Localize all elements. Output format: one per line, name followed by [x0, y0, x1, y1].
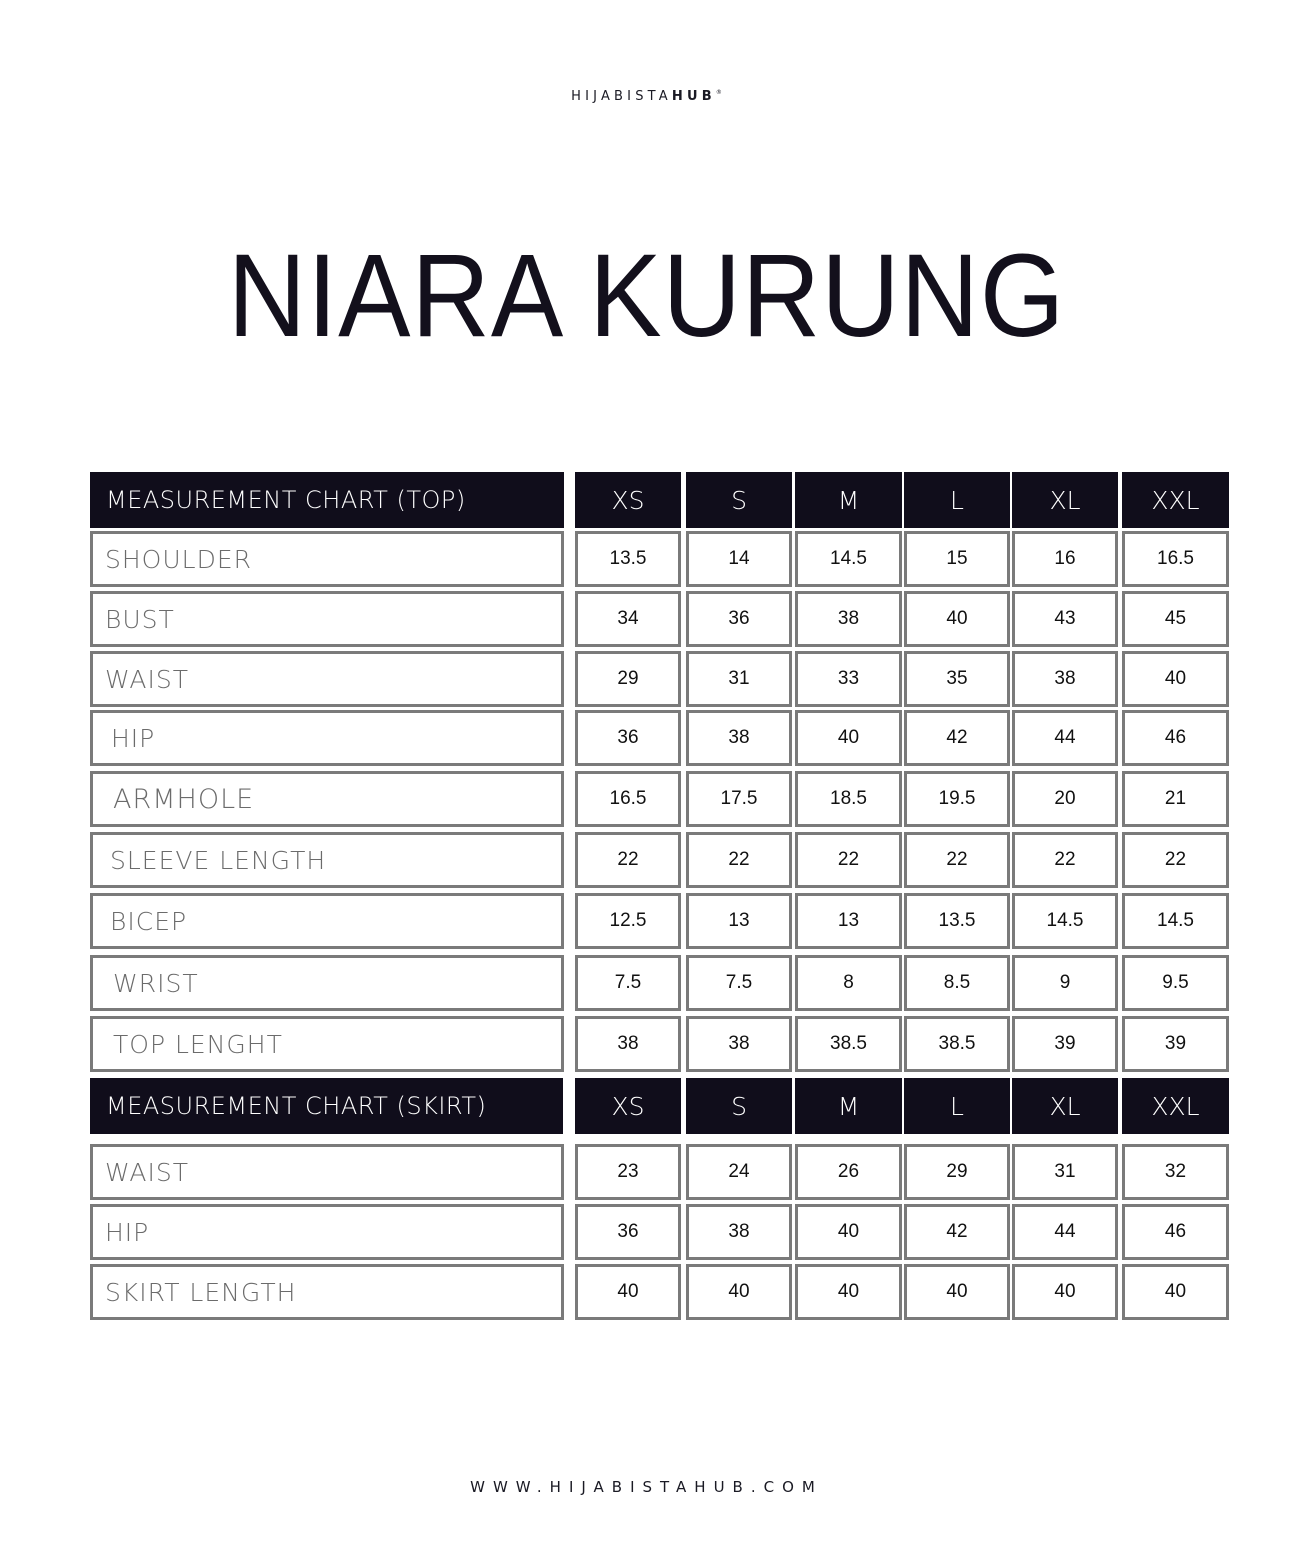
- value-cell: 40: [904, 1264, 1010, 1320]
- size-header-xl: XL: [1012, 1078, 1118, 1134]
- value-cell: 38: [686, 1016, 792, 1072]
- size-header-xxl: XXL: [1122, 1078, 1229, 1134]
- size-header-xl: XL: [1012, 472, 1118, 528]
- row-label: BUST: [90, 591, 564, 647]
- value-cell: 29: [904, 1144, 1010, 1200]
- value-cell: 12.5: [575, 893, 681, 949]
- row-label: SLEEVE LENGTH: [90, 832, 564, 888]
- row-label: WAIST: [90, 651, 564, 707]
- value-cell: 19.5: [904, 771, 1010, 827]
- page-title: NIARA KURUNG: [227, 230, 1066, 362]
- size-header-m: M: [795, 1078, 902, 1134]
- value-cell: 13: [686, 893, 792, 949]
- value-cell: 40: [1122, 651, 1229, 707]
- value-cell: 36: [575, 710, 681, 766]
- value-cell: 31: [686, 651, 792, 707]
- value-cell: 13.5: [904, 893, 1010, 949]
- value-cell: 7.5: [686, 955, 792, 1011]
- website-url: WWW.HIJABISTAHUB.COM: [470, 1478, 823, 1496]
- value-cell: 17.5: [686, 771, 792, 827]
- size-header-xxl: XXL: [1122, 472, 1229, 528]
- value-cell: 22: [686, 832, 792, 888]
- value-cell: 38: [795, 591, 902, 647]
- row-label: WRIST: [90, 955, 564, 1011]
- brand-name-bold: HUB: [671, 89, 716, 104]
- value-cell: 32: [1122, 1144, 1229, 1200]
- value-cell: 36: [686, 591, 792, 647]
- value-cell: 22: [1012, 832, 1118, 888]
- value-cell: 9: [1012, 955, 1118, 1011]
- value-cell: 8: [795, 955, 902, 1011]
- value-cell: 38: [1012, 651, 1118, 707]
- value-cell: 38: [575, 1016, 681, 1072]
- row-label: SHOULDER: [90, 531, 564, 587]
- value-cell: 29: [575, 651, 681, 707]
- size-header-xs: XS: [575, 1078, 681, 1134]
- value-cell: 22: [795, 832, 902, 888]
- size-header-s: S: [686, 1078, 792, 1134]
- value-cell: 9.5: [1122, 955, 1229, 1011]
- value-cell: 38.5: [795, 1016, 902, 1072]
- value-cell: 38: [686, 1204, 792, 1260]
- size-header-xs: XS: [575, 472, 681, 528]
- size-header-l: L: [904, 1078, 1010, 1134]
- value-cell: 38.5: [904, 1016, 1010, 1072]
- value-cell: 46: [1122, 710, 1229, 766]
- value-cell: 26: [795, 1144, 902, 1200]
- value-cell: 31: [1012, 1144, 1118, 1200]
- value-cell: 35: [904, 651, 1010, 707]
- value-cell: 22: [904, 832, 1010, 888]
- value-cell: 39: [1012, 1016, 1118, 1072]
- value-cell: 20: [1012, 771, 1118, 827]
- value-cell: 40: [1122, 1264, 1229, 1320]
- value-cell: 46: [1122, 1204, 1229, 1260]
- value-cell: 43: [1012, 591, 1118, 647]
- value-cell: 14.5: [795, 531, 902, 587]
- row-label: BICEP: [90, 893, 564, 949]
- value-cell: 7.5: [575, 955, 681, 1011]
- value-cell: 40: [904, 591, 1010, 647]
- value-cell: 16: [1012, 531, 1118, 587]
- value-cell: 13.5: [575, 531, 681, 587]
- header-label: MEASUREMENT CHART (SKIRT): [90, 1078, 563, 1134]
- value-cell: 40: [795, 710, 902, 766]
- size-header-m: M: [795, 472, 902, 528]
- value-cell: 21: [1122, 771, 1229, 827]
- value-cell: 13: [795, 893, 902, 949]
- value-cell: 16.5: [1122, 531, 1229, 587]
- value-cell: 8.5: [904, 955, 1010, 1011]
- value-cell: 22: [1122, 832, 1229, 888]
- header-label: MEASUREMENT CHART (TOP): [90, 472, 564, 528]
- value-cell: 34: [575, 591, 681, 647]
- size-header-s: S: [686, 472, 792, 528]
- value-cell: 44: [1012, 710, 1118, 766]
- value-cell: 16.5: [575, 771, 681, 827]
- value-cell: 42: [904, 1204, 1010, 1260]
- brand-logo: [0, 89, 1293, 104]
- value-cell: 33: [795, 651, 902, 707]
- value-cell: 36: [575, 1204, 681, 1260]
- registered-mark: ®: [715, 89, 722, 96]
- brand-name-light: HIJABISTA: [571, 89, 672, 104]
- value-cell: 24: [686, 1144, 792, 1200]
- value-cell: 14.5: [1012, 893, 1118, 949]
- value-cell: 44: [1012, 1204, 1118, 1260]
- row-label: ARMHOLE: [90, 771, 564, 827]
- value-cell: 40: [686, 1264, 792, 1320]
- value-cell: 23: [575, 1144, 681, 1200]
- value-cell: 45: [1122, 591, 1229, 647]
- value-cell: 40: [795, 1264, 902, 1320]
- row-label: HIP: [90, 710, 564, 766]
- value-cell: 40: [1012, 1264, 1118, 1320]
- size-header-l: L: [904, 472, 1010, 528]
- value-cell: 40: [795, 1204, 902, 1260]
- value-cell: 15: [904, 531, 1010, 587]
- row-label: WAIST: [90, 1144, 564, 1200]
- value-cell: 38: [686, 710, 792, 766]
- value-cell: 22: [575, 832, 681, 888]
- row-label: TOP LENGHT: [90, 1016, 564, 1072]
- value-cell: 18.5: [795, 771, 902, 827]
- value-cell: 39: [1122, 1016, 1229, 1072]
- value-cell: 14.5: [1122, 893, 1229, 949]
- value-cell: 40: [575, 1264, 681, 1320]
- value-cell: 42: [904, 710, 1010, 766]
- row-label: HIP: [90, 1204, 564, 1260]
- row-label: SKIRT LENGTH: [90, 1264, 564, 1320]
- value-cell: 14: [686, 531, 792, 587]
